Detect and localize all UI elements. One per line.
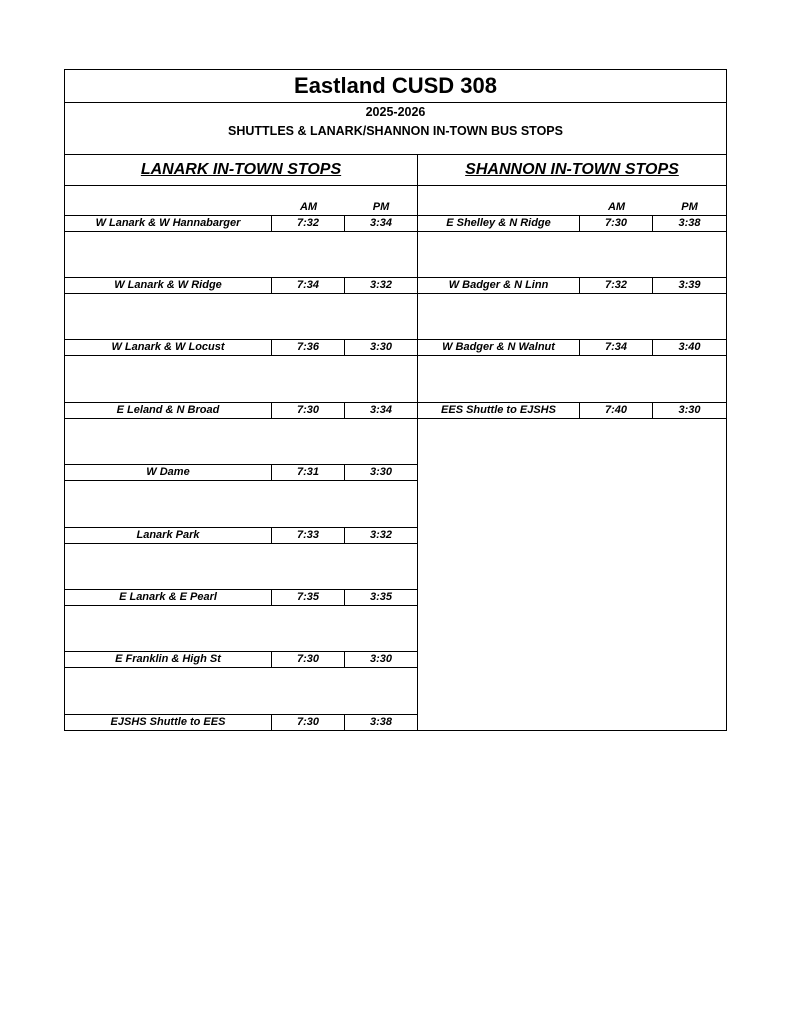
pm-time: 3:30 bbox=[369, 653, 393, 665]
shannon-column bbox=[418, 154, 726, 731]
stop-name: Lanark Park bbox=[65, 528, 272, 543]
pm-time: 3:39 bbox=[678, 279, 701, 291]
am-time: 7:30 bbox=[580, 216, 653, 231]
am-time: 7:31 bbox=[272, 465, 345, 480]
am-time: 7:35 bbox=[272, 590, 345, 605]
table-row bbox=[65, 339, 417, 356]
table-row bbox=[65, 277, 417, 294]
schedule-table bbox=[64, 69, 727, 731]
am-time: 7:33 bbox=[272, 528, 345, 543]
table-row bbox=[65, 527, 417, 544]
stop-name: E Leland & N Broad bbox=[65, 403, 272, 418]
shannon-time-headers bbox=[418, 185, 726, 216]
am-time: 7:30 bbox=[272, 403, 345, 418]
stop-name: EJSHS Shuttle to EES bbox=[65, 715, 272, 730]
am-time: 7:34 bbox=[272, 278, 345, 293]
stop-name: W Lanark & W Hannabarger bbox=[65, 216, 272, 231]
shannon-am-header: AM bbox=[607, 201, 626, 213]
pm-time: 3:30 bbox=[678, 404, 701, 416]
lanark-heading: LANARK IN-TOWN STOPS bbox=[65, 154, 417, 186]
school-year: 2025-2026 bbox=[365, 105, 426, 119]
shannon-pm-header: PM bbox=[681, 201, 698, 213]
pm-time: 3:32 bbox=[369, 279, 393, 291]
table-row bbox=[65, 589, 417, 606]
lanark-am-header: AM bbox=[299, 201, 318, 213]
shannon-heading: SHANNON IN-TOWN STOPS bbox=[418, 154, 726, 186]
pm-time: 3:38 bbox=[369, 716, 393, 728]
pm-time: 3:30 bbox=[369, 341, 393, 353]
am-time: 7:32 bbox=[272, 216, 345, 231]
lanark-column bbox=[65, 154, 418, 731]
stop-name: E Shelley & N Ridge bbox=[418, 216, 580, 231]
am-time: 7:32 bbox=[580, 278, 653, 293]
stop-name: E Franklin & High St bbox=[65, 652, 272, 667]
table-row bbox=[65, 651, 417, 668]
stop-name: E Lanark & E Pearl bbox=[65, 590, 272, 605]
table-row bbox=[418, 277, 726, 294]
table-row bbox=[418, 215, 726, 232]
table-row bbox=[418, 402, 726, 419]
lanark-pm-header: PM bbox=[372, 201, 390, 213]
pm-time: 3:30 bbox=[369, 466, 393, 478]
am-time: 7:34 bbox=[580, 340, 653, 355]
stop-name: W Lanark & W Ridge bbox=[65, 278, 272, 293]
table-row bbox=[65, 402, 417, 419]
schedule-subtitle: SHUTTLES & LANARK/SHANNON IN-TOWN BUS STOPS bbox=[228, 124, 563, 138]
stop-name: W Badger & N Linn bbox=[418, 278, 580, 293]
pm-time: 3:34 bbox=[369, 217, 393, 229]
stop-name: W Lanark & W Locust bbox=[65, 340, 272, 355]
pm-time: 3:34 bbox=[369, 404, 393, 416]
table-row bbox=[65, 714, 417, 731]
stop-name: EES Shuttle to EJSHS bbox=[418, 403, 580, 418]
page-title: Eastland CUSD 308 bbox=[65, 70, 726, 103]
table-row bbox=[418, 339, 726, 356]
table-row bbox=[65, 215, 417, 232]
am-time: 7:30 bbox=[272, 715, 345, 730]
subtitle-block bbox=[65, 102, 726, 155]
pm-time: 3:35 bbox=[369, 591, 393, 603]
am-time: 7:36 bbox=[272, 340, 345, 355]
pm-time: 3:38 bbox=[678, 217, 701, 229]
pm-time: 3:40 bbox=[678, 341, 701, 353]
stop-name: W Badger & N Walnut bbox=[418, 340, 580, 355]
lanark-time-headers bbox=[65, 185, 417, 216]
table-row bbox=[65, 464, 417, 481]
pm-time: 3:32 bbox=[369, 529, 393, 541]
stop-name: W Dame bbox=[65, 465, 272, 480]
am-time: 7:30 bbox=[272, 652, 345, 667]
am-time: 7:40 bbox=[580, 403, 653, 418]
